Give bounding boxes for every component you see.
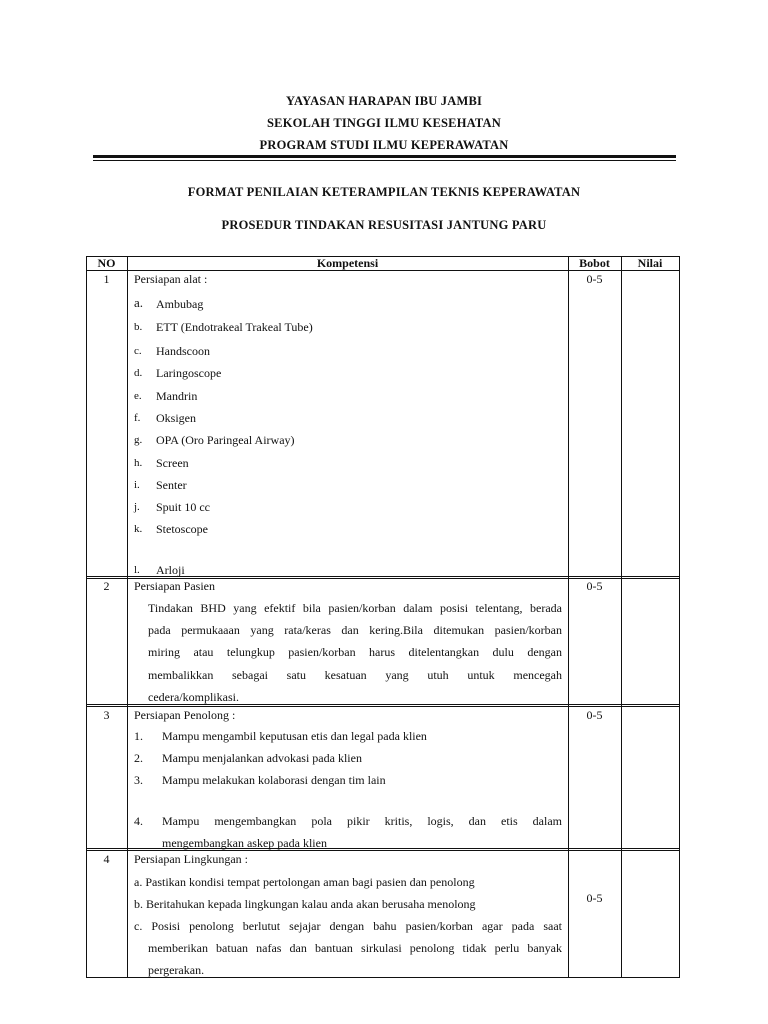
row-bobot: 0-5 bbox=[586, 579, 603, 593]
list-item: Spuit 10 cc bbox=[156, 500, 210, 514]
table-border-left bbox=[86, 256, 87, 978]
form-title: FORMAT PENILAIAN KETERAMPILAN TEKNIS KEPERAWATAN bbox=[187, 185, 581, 199]
instruction-line: c. Posisi penolong berlutut sejajar dengan bahu pasien/korban agar pada saat bbox=[134, 919, 562, 933]
instruction-line: pergerakan. bbox=[148, 963, 205, 977]
institution-name: YAYASAN HARAPAN IBU JAMBI bbox=[285, 94, 483, 108]
row-divider-2 bbox=[86, 704, 680, 705]
col-divider-no bbox=[127, 256, 128, 978]
list-marker: 1. bbox=[134, 729, 143, 743]
list-marker: c. bbox=[134, 345, 142, 357]
list-item: OPA (Oro Paringeal Airway) bbox=[156, 433, 295, 447]
list-item: Mampu mengembangkan pola pikir kritis, logis, dan etis dalam bbox=[162, 814, 562, 828]
instruction-line: memberikan batuan nafas dan bantuan sirkulasi penolong tidak perlu banyak bbox=[148, 941, 562, 955]
instruction-line: b. Beritahukan kepada lingkungan kalau anda akan berusaha menolong bbox=[134, 897, 476, 911]
list-marker: f. bbox=[134, 412, 141, 424]
row-heading: Persiapan alat : bbox=[134, 272, 208, 286]
list-item: Stetoscope bbox=[156, 522, 208, 536]
list-marker: b. bbox=[134, 321, 143, 333]
row-heading: Persiapan Pasien bbox=[134, 579, 215, 593]
list-marker: h. bbox=[134, 457, 143, 469]
row-bobot: 0-5 bbox=[586, 891, 603, 905]
col-divider-bobot bbox=[621, 256, 622, 978]
row-bobot: 0-5 bbox=[586, 272, 603, 286]
list-marker: k. bbox=[134, 523, 143, 535]
row-divider-3b bbox=[86, 850, 680, 851]
list-marker: g. bbox=[134, 434, 143, 446]
paragraph-line: cedera/komplikasi. bbox=[148, 690, 239, 704]
list-marker: l. bbox=[134, 564, 140, 576]
list-item: Ambubag bbox=[156, 297, 204, 311]
table-border-right bbox=[679, 256, 680, 978]
list-item-continuation: mengembangkan askep pada klien bbox=[162, 836, 327, 850]
list-marker: 4. bbox=[134, 814, 143, 828]
list-item: Mampu mengambil keputusan etis dan legal pada klien bbox=[162, 729, 427, 743]
list-marker: i. bbox=[134, 479, 140, 491]
program-name: PROGRAM STUDI ILMU KEPERAWATAN bbox=[259, 138, 509, 152]
row-number: 4 bbox=[103, 852, 110, 866]
list-item: Mandrin bbox=[156, 389, 198, 403]
assessment-table bbox=[86, 256, 680, 978]
row-heading: Persiapan Penolong : bbox=[134, 708, 236, 722]
list-marker: e. bbox=[134, 390, 142, 402]
instruction-line: a. Pastikan kondisi tempat pertolongan aman bagi pasien dan penolong bbox=[134, 875, 475, 889]
row-number: 2 bbox=[103, 579, 110, 593]
list-marker: d. bbox=[134, 367, 143, 379]
list-marker: 2. bbox=[134, 751, 143, 765]
row-bobot: 0-5 bbox=[586, 708, 603, 722]
list-item: Laringoscope bbox=[156, 366, 222, 380]
list-item: Handscoon bbox=[156, 344, 210, 358]
col-header-kompetensi: Kompetensi bbox=[316, 256, 379, 270]
row-divider-2b bbox=[86, 706, 680, 707]
col-header-bobot: Bobot bbox=[579, 256, 610, 270]
col-divider-kompetensi bbox=[568, 256, 569, 978]
list-item: Mampu menjalankan advokasi pada klien bbox=[162, 751, 362, 765]
procedure-title: PROSEDUR TINDAKAN RESUSITASI JANTUNG PARU bbox=[221, 218, 547, 232]
row-number: 3 bbox=[103, 708, 110, 722]
paragraph-line: membalikkan sebagai satu kesatuan yang utuh untuk mencegah bbox=[148, 668, 562, 682]
list-item: ETT (Endotrakeal Trakeal Tube) bbox=[156, 320, 313, 334]
paragraph-line: pada permukaaan yang rata/keras dan kering.Bila ditemukan pasien/korban bbox=[148, 623, 562, 637]
header-row-divider bbox=[86, 270, 680, 271]
list-marker: j. bbox=[134, 501, 140, 513]
list-item: Oksigen bbox=[156, 411, 196, 425]
table-border-bottom bbox=[86, 977, 680, 978]
list-item: Mampu melakukan kolaborasi dengan tim lain bbox=[162, 773, 386, 787]
paragraph-line: miring atau telungkup pasien/korban harus ditelentangkan dulu dengan bbox=[148, 645, 562, 659]
header-rule-thin bbox=[93, 160, 676, 161]
row-number: 1 bbox=[103, 272, 110, 286]
col-header-nilai: Nilai bbox=[637, 256, 663, 270]
col-header-no: NO bbox=[97, 256, 116, 270]
list-item: Arloji bbox=[156, 563, 185, 577]
header-rule-thick bbox=[93, 155, 676, 158]
paragraph-line: Tindakan BHD yang efektif bila pasien/korban dalam posisi telentang, berada bbox=[148, 601, 562, 615]
list-item: Senter bbox=[156, 478, 187, 492]
list-marker: a. bbox=[134, 295, 144, 310]
school-name: SEKOLAH TINGGI ILMU KESEHATAN bbox=[267, 116, 501, 130]
row-heading: Persiapan Lingkungan : bbox=[134, 852, 248, 866]
list-marker: 3. bbox=[134, 773, 143, 787]
list-item: Screen bbox=[156, 456, 189, 470]
